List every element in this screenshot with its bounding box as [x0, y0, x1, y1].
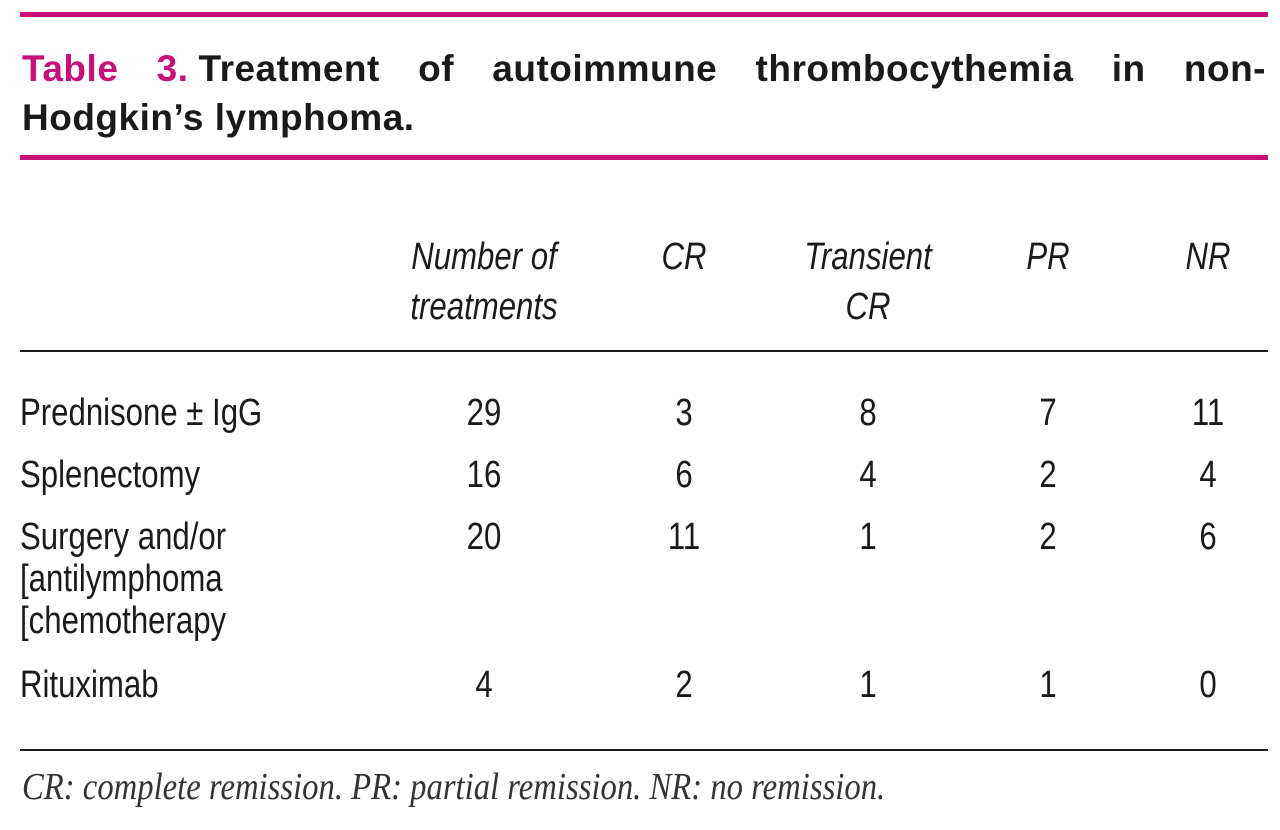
header-number-of-treatments: Number of treatments: [410, 236, 558, 328]
cell-cr: 11: [667, 516, 701, 558]
table-bottom-rule: [20, 749, 1268, 751]
cell-transient-cr: 8: [859, 392, 877, 434]
cell-nr: 11: [1191, 392, 1225, 434]
caption-bottom-rule: [20, 155, 1268, 160]
row-label: Surgery and/or [antilymphoma [chemotherapy: [20, 516, 227, 642]
cell-pr: 2: [1039, 516, 1057, 558]
header-nr: NR: [1185, 236, 1231, 278]
row-label: Rituximab: [20, 664, 159, 706]
cell-number-of-treatments: 4: [475, 664, 493, 706]
header-cr: CR: [661, 236, 707, 278]
cell-transient-cr: 1: [859, 664, 877, 706]
cell-transient-cr: 4: [859, 454, 877, 496]
row-label: Prednisone ± IgG: [20, 392, 263, 434]
cell-nr: 4: [1199, 454, 1217, 496]
cell-pr: 7: [1039, 392, 1057, 434]
cell-number-of-treatments: 29: [466, 392, 502, 434]
header-pr: PR: [1026, 236, 1070, 278]
header-transient-cr: Transient CR: [804, 236, 932, 328]
caption-top-rule: [20, 12, 1268, 17]
cell-nr: 0: [1199, 664, 1217, 706]
cell-number-of-treatments: 20: [466, 516, 502, 558]
header-divider: [20, 350, 1268, 352]
row-label: Splenectomy: [20, 454, 201, 496]
table-caption: [22, 44, 1266, 142]
cell-pr: 2: [1039, 454, 1057, 496]
cell-cr: 3: [675, 392, 693, 434]
cell-cr: 2: [675, 664, 693, 706]
cell-pr: 1: [1039, 664, 1057, 706]
cell-transient-cr: 1: [859, 516, 877, 558]
table-label: Table 3.: [22, 48, 189, 89]
cell-nr: 6: [1199, 516, 1217, 558]
table-footnote: CR: complete remission. PR: partial remission. NR: no remission.: [22, 766, 886, 808]
cell-number-of-treatments: 16: [466, 454, 502, 496]
table-title: Treatment of autoimmune thrombocythemia in non-Hodgkin’s lymphoma.: [22, 48, 1266, 138]
cell-cr: 6: [675, 454, 693, 496]
